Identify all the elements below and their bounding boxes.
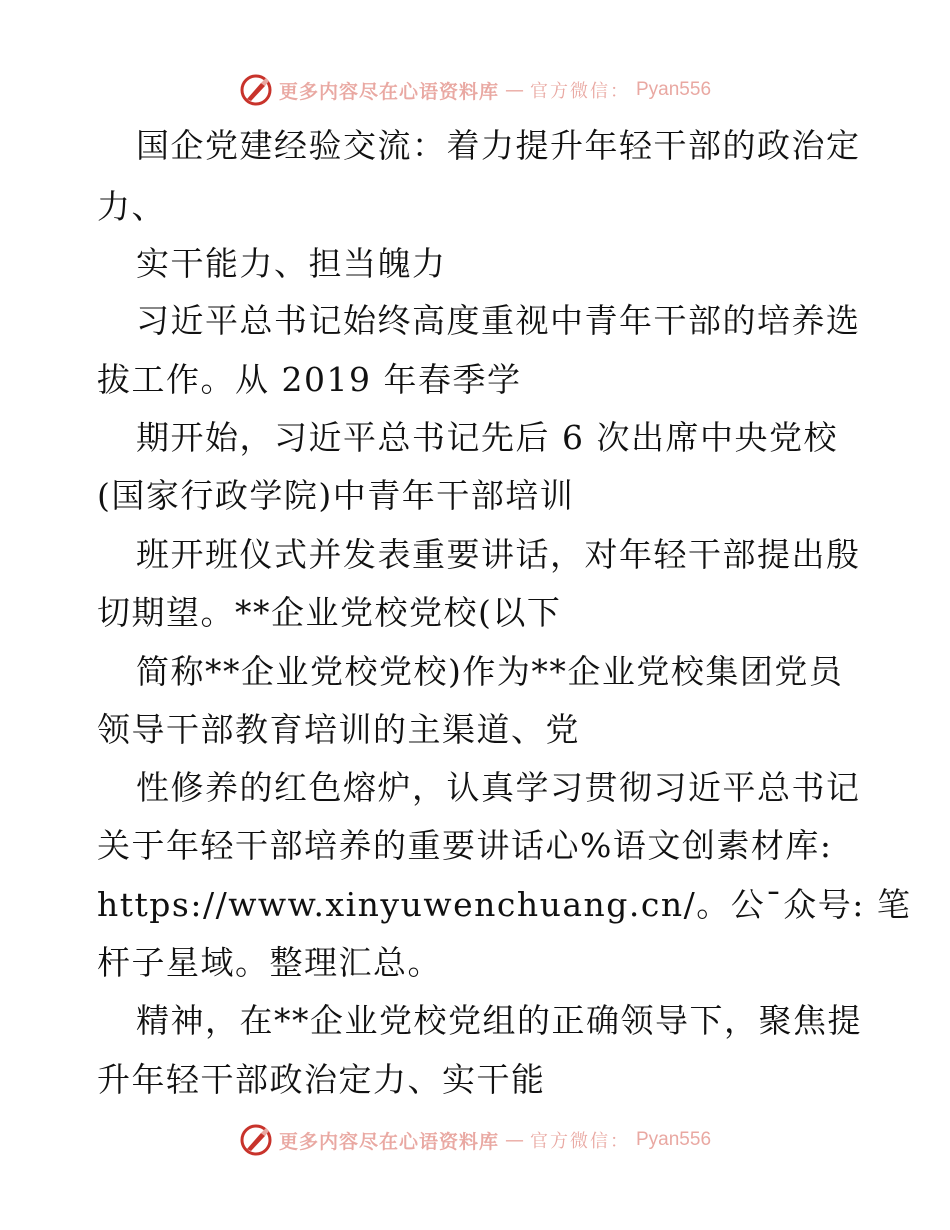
text-line: https://www.xinyuwenchuang.cn/。公¯众号: 笔	[97, 885, 912, 924]
header-banner	[0, 70, 950, 110]
banner-official-label: 官方微信：	[530, 81, 630, 102]
footer-banner-content	[239, 1123, 711, 1157]
text-line: 性修养的红色熔炉，认真学习贯彻习近平总书记	[136, 768, 861, 807]
text-line: 精神，在**企业党校党组的正确领导下，聚焦提	[136, 1001, 862, 1040]
text-line: 领导干部教育培训的主渠道、党	[97, 710, 580, 749]
text-line: (国家行政学院)中青年干部培训	[97, 476, 575, 515]
text-line: 升年轻干部政治定力、实干能	[97, 1060, 546, 1099]
text-line: 关于年轻干部培养的重要讲话心%语文创素材库:	[97, 826, 833, 865]
banner-dash: —	[505, 1129, 524, 1151]
header-banner-content	[239, 73, 711, 107]
text-line: 杆子星域。整理汇总。	[97, 943, 442, 982]
text-line: 期开始，习近平总书记先后 6 次出席中央党校	[136, 418, 838, 457]
banner-dash: —	[505, 79, 524, 101]
text-line: 拔工作。从 2019 年春季学	[97, 360, 522, 399]
text-line: 国企党建经验交流：着力提升年轻干部的政治定	[136, 126, 861, 165]
text-line: 简称**企业党校党校)作为**企业党校集团党员	[136, 652, 844, 691]
text-line: 力、	[97, 187, 166, 226]
text-line: 习近平总书记始终高度重视中青年干部的培养选	[136, 301, 861, 340]
text-line: 切期望。**企业党校党校(以下	[97, 593, 562, 632]
pen-logo-icon	[239, 1123, 273, 1157]
pen-logo-icon	[239, 73, 273, 107]
banner-slogan: 更多内容尽在心语资料库	[278, 1130, 499, 1153]
text-line: 班开班仪式并发表重要讲话，对年轻干部提出殷	[136, 535, 861, 574]
banner-wechat-id: Pyan556	[636, 1129, 712, 1150]
banner-wechat-id: Pyan556	[636, 79, 712, 100]
banner-slogan: 更多内容尽在心语资料库	[278, 80, 499, 103]
banner-official-label: 官方微信：	[530, 1131, 630, 1152]
text-line: 实干能力、担当魄力	[136, 244, 447, 283]
footer-banner	[0, 1120, 950, 1160]
